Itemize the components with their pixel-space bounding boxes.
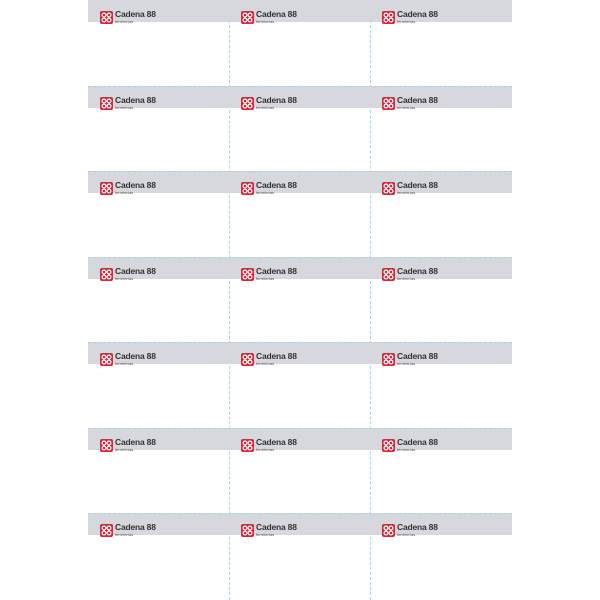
brand-subtitle: ferreterías — [115, 446, 134, 452]
label-logo — [241, 10, 297, 24]
brand-name: Cadena 88 — [256, 180, 297, 191]
logo-wordmark — [256, 267, 297, 281]
logo-wordmark — [256, 352, 297, 366]
label-logo — [382, 96, 438, 110]
logo-wordmark — [115, 267, 156, 281]
cadena88-logo-icon — [100, 268, 113, 281]
brand-name: Cadena 88 — [397, 180, 438, 191]
label-logo — [241, 352, 297, 366]
label-logo — [100, 96, 156, 110]
brand-subtitle: ferreterías — [256, 189, 275, 195]
label-logo — [241, 267, 297, 281]
brand-name: Cadena 88 — [256, 9, 297, 20]
brand-name: Cadena 88 — [256, 95, 297, 106]
cadena88-logo-icon — [100, 182, 113, 195]
logo-wordmark — [115, 438, 156, 452]
label-logo — [100, 352, 156, 366]
row-cut-line — [88, 257, 512, 258]
label-logo — [382, 10, 438, 24]
logo-wordmark — [256, 10, 297, 24]
brand-name: Cadena 88 — [115, 180, 156, 191]
label-logo — [382, 352, 438, 366]
brand-subtitle: ferreterías — [256, 18, 275, 24]
brand-subtitle: ferreterías — [397, 189, 416, 195]
label-logo — [241, 96, 297, 110]
logo-wordmark — [397, 10, 438, 24]
row-cut-line — [88, 86, 512, 87]
cadena88-logo-icon — [241, 353, 254, 366]
logo-wordmark — [115, 352, 156, 366]
brand-name: Cadena 88 — [397, 522, 438, 533]
brand-name: Cadena 88 — [256, 351, 297, 362]
row-cut-line — [88, 513, 512, 514]
brand-subtitle: ferreterías — [115, 531, 134, 537]
brand-subtitle: ferreterías — [397, 104, 416, 110]
label-logo — [100, 523, 156, 537]
brand-subtitle: ferreterías — [397, 275, 416, 281]
brand-subtitle: ferreterías — [397, 18, 416, 24]
brand-name: Cadena 88 — [256, 266, 297, 277]
label-logo — [382, 267, 438, 281]
row-cut-line — [88, 171, 512, 172]
cadena88-logo-icon — [241, 268, 254, 281]
cadena88-logo-icon — [382, 11, 395, 24]
brand-subtitle: ferreterías — [115, 189, 134, 195]
label-logo — [382, 523, 438, 537]
brand-subtitle: ferreterías — [256, 360, 275, 366]
cadena88-logo-icon — [241, 97, 254, 110]
brand-subtitle: ferreterías — [256, 104, 275, 110]
brand-name: Cadena 88 — [115, 437, 156, 448]
label-logo — [382, 181, 438, 195]
label-sheet — [88, 0, 512, 600]
brand-subtitle: ferreterías — [115, 275, 134, 281]
logo-wordmark — [397, 267, 438, 281]
logo-wordmark — [115, 10, 156, 24]
brand-subtitle: ferreterías — [115, 18, 134, 24]
brand-subtitle: ferreterías — [115, 360, 134, 366]
brand-name: Cadena 88 — [397, 266, 438, 277]
logo-wordmark — [256, 96, 297, 110]
logo-wordmark — [397, 96, 438, 110]
brand-name: Cadena 88 — [115, 95, 156, 106]
brand-subtitle: ferreterías — [256, 531, 275, 537]
label-logo — [241, 523, 297, 537]
cadena88-logo-icon — [100, 439, 113, 452]
logo-wordmark — [397, 181, 438, 195]
logo-wordmark — [115, 96, 156, 110]
brand-subtitle: ferreterías — [115, 104, 134, 110]
brand-name: Cadena 88 — [397, 95, 438, 106]
cadena88-logo-icon — [382, 97, 395, 110]
logo-wordmark — [256, 181, 297, 195]
row-cut-line — [88, 428, 512, 429]
brand-name: Cadena 88 — [115, 9, 156, 20]
cadena88-logo-icon — [100, 353, 113, 366]
brand-subtitle: ferreterías — [256, 275, 275, 281]
cadena88-logo-icon — [382, 353, 395, 366]
cadena88-logo-icon — [382, 524, 395, 537]
logo-wordmark — [256, 523, 297, 537]
cadena88-logo-icon — [241, 439, 254, 452]
label-logo — [382, 438, 438, 452]
cadena88-logo-icon — [382, 182, 395, 195]
cadena88-logo-icon — [382, 268, 395, 281]
cadena88-logo-icon — [100, 524, 113, 537]
cadena88-logo-icon — [382, 439, 395, 452]
brand-name: Cadena 88 — [397, 437, 438, 448]
brand-subtitle: ferreterías — [397, 446, 416, 452]
cadena88-logo-icon — [241, 11, 254, 24]
logo-wordmark — [256, 438, 297, 452]
cadena88-logo-icon — [100, 97, 113, 110]
logo-wordmark — [115, 523, 156, 537]
brand-subtitle: ferreterías — [397, 531, 416, 537]
row-cut-line — [88, 342, 512, 343]
label-logo — [241, 181, 297, 195]
logo-wordmark — [397, 523, 438, 537]
label-logo — [100, 267, 156, 281]
logo-wordmark — [397, 352, 438, 366]
cadena88-logo-icon — [241, 182, 254, 195]
cadena88-logo-icon — [100, 11, 113, 24]
brand-name: Cadena 88 — [115, 522, 156, 533]
logo-wordmark — [397, 438, 438, 452]
brand-name: Cadena 88 — [397, 9, 438, 20]
brand-name: Cadena 88 — [115, 351, 156, 362]
brand-name: Cadena 88 — [115, 266, 156, 277]
label-logo — [241, 438, 297, 452]
label-logo — [100, 181, 156, 195]
brand-name: Cadena 88 — [397, 351, 438, 362]
brand-subtitle: ferreterías — [256, 446, 275, 452]
cadena88-logo-icon — [241, 524, 254, 537]
label-logo — [100, 438, 156, 452]
brand-name: Cadena 88 — [256, 522, 297, 533]
brand-subtitle: ferreterías — [397, 360, 416, 366]
logo-wordmark — [115, 181, 156, 195]
label-logo — [100, 10, 156, 24]
brand-name: Cadena 88 — [256, 437, 297, 448]
